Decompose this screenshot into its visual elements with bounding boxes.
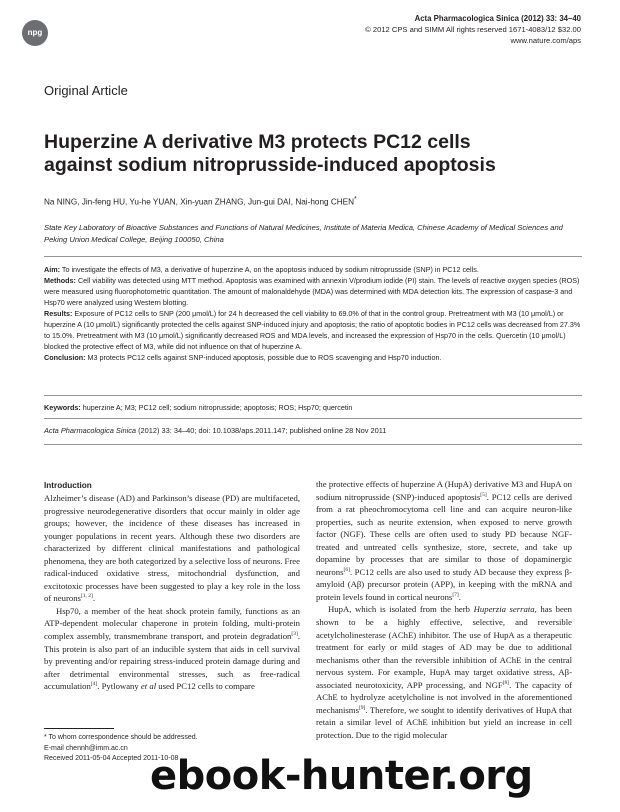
keywords-rule — [44, 418, 582, 419]
right-column — [316, 478, 572, 741]
journal-url[interactable]: www.nature.com/aps — [510, 36, 581, 45]
abstract-top-rule — [44, 256, 582, 257]
title-line-2: against sodium nitroprusside-induced apoptosis — [44, 154, 496, 176]
authors — [44, 196, 357, 207]
correspondence-note: * To whom correspondence should be addressed. — [44, 734, 198, 741]
citation-details: (2012) 33: 34–40; doi: 10.1038/aps.2011.147; published online 28 Nov 2011 — [136, 426, 387, 435]
article-title — [44, 131, 584, 177]
abstract-results: Results: Exposure of PC12 cells to SNP (200 μmol/L) for 24 h decreased the cell viability to 69.0% of that in the control group. Pretreatment with M3 (10 μmol/L) or huperzine A (10 μmol/L) significantly protected the cells against SNP-induced injury and apoptosis; the ratio of apoptotic bodies in PC12 cells was decreased from 27.3% to 15.0%. Pretreatment with M3 (10 μmol/L) significantly decreased ROS and MDA levels, and increased the expression of Hsp70 in the cells. Quercetin (10 μmol/L) blocked the protective effect of M3, while did not influence on that of huperzine A. — [44, 309, 581, 351]
keywords-text: huperzine A; M3; PC12 cell; sodium nitroprusside; apoptosis; ROS; Hsp70; quercetin — [80, 403, 353, 412]
author-list: Na NING, Jin-feng HU, Yu-he YUAN, Xin-yuan ZHANG, Jun-gui DAI, Nai-hong CHEN — [44, 197, 355, 207]
introduction-heading: Introduction — [44, 481, 92, 490]
citation-rule — [44, 444, 582, 445]
abstract-methods: Methods: Cell viability was detected using MTT method. Apoptosis was examined with annexin V/prodium iodide (PI) stain. The levels of reactive oxygen species (ROS) were measured using fluorophotometric quantitation. The amount of malonaldehyde (MDA) was determined with MDA detection kits. The expression of caspase-3 and Hsp70 were analyzed using Western blotting. — [44, 276, 580, 307]
npg-logo: npg — [22, 20, 48, 46]
right-paragraph-1: the protective effects of huperzine A (HupA) derivative M3 and HupA on sodium nitroprusside (SNP)-induced apoptosis[5]. PC12 cells are derived from a rat pheochromocytoma cell line and can acquire neuron-like properties, such as neurite extension, when exposed to nerve growth factor (NGF). These cells are often used to study PD because NGF-treated and untreated cells synthesize, store, secrete, and take up dopamine by processes that are similar to those of dopaminergic neurons[6]. PC12 cells are also used to study AD because they express β-amyloid (Aβ) precursor protein (APP), in keeping with the mRNA and protein levels found in cortical neurons[7]. — [316, 479, 572, 602]
received-accepted-dates: Received 2011-05-04 Accepted 2011-10-08 — [44, 755, 179, 762]
corresponding-mark: * — [354, 196, 357, 203]
watermark: ebook-hunter.org — [150, 753, 533, 799]
citation — [44, 426, 582, 435]
footnote-rule — [44, 728, 114, 729]
section-label: Original Article — [44, 83, 128, 98]
copyright-line: © 2012 CPS and SIMM All rights reserved 1671-4083/12 $32.00 — [365, 25, 581, 34]
abstract — [44, 264, 582, 363]
correspondence-email[interactable]: E-mail chennh@imm.ac.cn — [44, 744, 128, 752]
left-column — [44, 480, 300, 693]
intro-paragraph-1: Alzheimer’s disease (AD) and Parkinson’s disease (PD) are multifaceted, progressive neurodegenerative disorders that occur mainly in older age groups; however, the incidence of these diseases has increased in younger populations in recent years. Although these two disorders are characterized by different clinical manifestations and pathological phenomena, they are both categorized by a selective loss of neurons. Free radical-induced oxidative stress, mitochondrial dysfunction, and excitotoxic processes have been suggested to play a key role in the loss of neurons[1, 2]. — [44, 493, 300, 604]
abstract-bottom-rule — [44, 395, 582, 396]
keywords-label: Keywords: — [44, 403, 81, 412]
intro-paragraph-2: Hsp70, a member of the heat shock protein family, functions as an ATP-dependent molecular chaperone in protein folding, multi-protein complex assembly, transmembrane transport, and protein degradation[3]. This protein is also part of an inducible system that aids in cell survival by preventing and/or repairing stress-induced protein damage during and after detrimental environmental stresses, such as free-radical accumulation[4]. Pytlowany et al used PC12 cells to compare — [44, 605, 300, 692]
journal-line: Acta Pharmacologica Sinica (2012) 33: 34–40 — [414, 14, 581, 23]
citation-journal: Acta Pharmacologica Sinica — [44, 426, 137, 435]
abstract-conclusion: Conclusion: M3 protects PC12 cells against SNP-induced apoptosis, possible due to ROS scavenging and Hsp70 induction. — [44, 353, 442, 362]
keywords — [44, 403, 582, 412]
abstract-aim: Aim: To investigate the effects of M3, a derivative of huperzine A, on the apoptosis induced by sodium nitroprusside (SNP) in PC12 cells. — [44, 265, 479, 274]
affiliation: State Key Laboratory of Bioactive Substances and Functions of Natural Medicines, Institute of Materia Medica, Chinese Academy of Medical Sciences and Peking Union Medical College, Beijing 100050, China — [44, 223, 563, 244]
title-line-1: Huperzine A derivative M3 protects PC12 cells — [44, 131, 471, 153]
right-paragraph-2: HupA, which is isolated from the herb Huperzia serrata, has been shown to be a highly effective, selective, and reversible acetylcholinesterase (AChE) inhibitor. The use of HupA as a therapeutic treatment for early or mild stages of AD may be due to additional mechanisms other than the reversible inhibition of AChE in the central nervous system. For example, HupA may target oxidative stress, Aβ-associated neurotoxicity, APP processing, and NGF[8]. The capacity of AChE to hydrolyze acetylcholine is not involved in the aforementioned mechanisms[9]. Therefore, we sought to identify derivatives of HupA that retain a similar level of AChE inhibition but yield an increase in cell protection. Due to the rigid molecular — [316, 604, 573, 740]
